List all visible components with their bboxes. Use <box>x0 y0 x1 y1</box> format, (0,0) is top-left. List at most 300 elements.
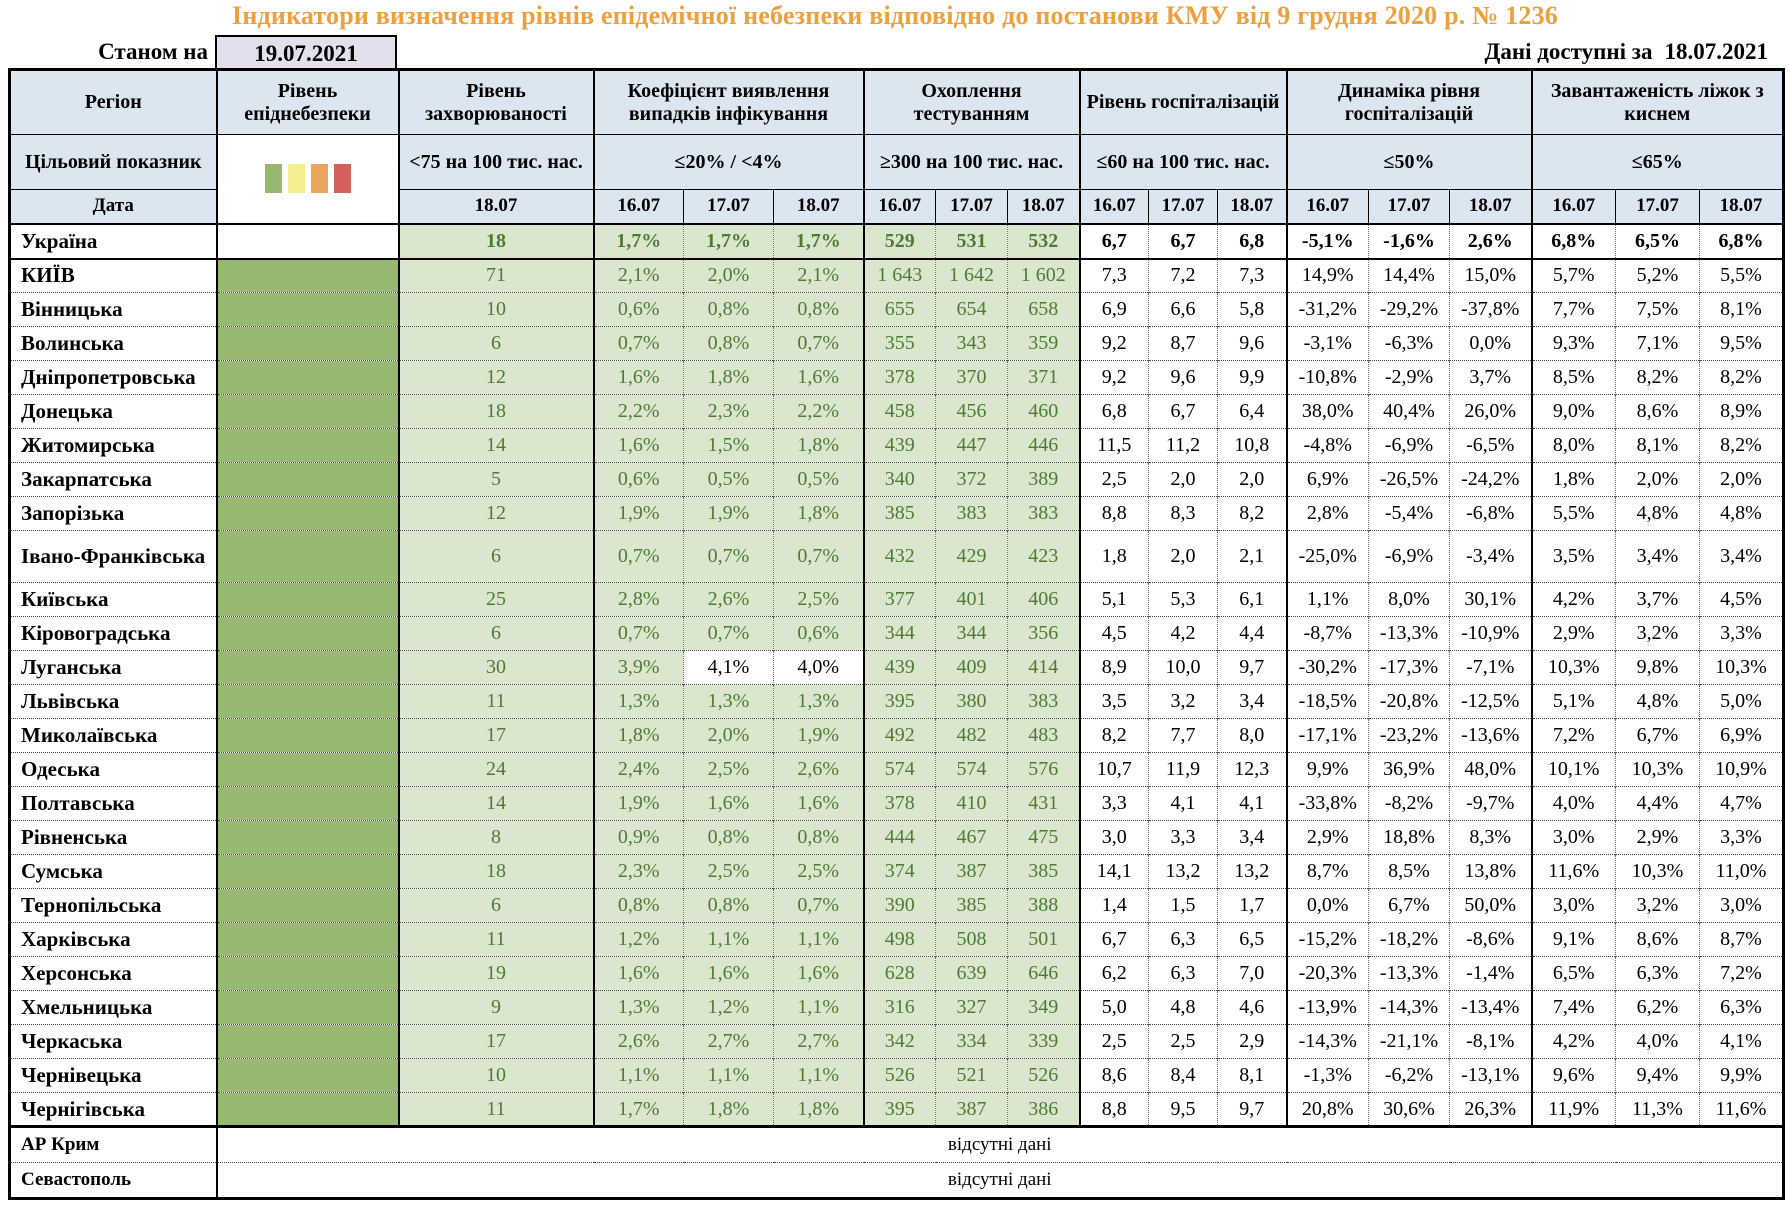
hospitalization-value: 8,4 <box>1149 1059 1218 1093</box>
no-data-message: відсутні дані <box>217 1163 1784 1199</box>
dynamics-value: -17,3% <box>1369 651 1450 685</box>
epidemic-level-cell <box>217 1059 399 1093</box>
beds-value: 3,0% <box>1532 821 1616 855</box>
testing-value: 374 <box>864 855 936 889</box>
detection-value: 2,5% <box>684 855 774 889</box>
epidemic-level-cell <box>217 395 399 429</box>
detection-value: 2,8% <box>594 583 684 617</box>
detection-value: 1,7% <box>684 224 774 259</box>
dynamics-value: -29,2% <box>1369 293 1450 327</box>
testing-value: 380 <box>936 685 1008 719</box>
incidence-value: 6 <box>399 889 594 923</box>
detection-value: 1,6% <box>774 957 864 991</box>
beds-value: 8,6% <box>1616 923 1700 957</box>
hospitalization-value: 1,8 <box>1080 531 1149 583</box>
hospitalization-value: 2,0 <box>1149 463 1218 497</box>
group-header-incidence: Рівень захворюваності <box>399 70 594 135</box>
dynamics-value: -10,9% <box>1450 617 1532 651</box>
incidence-value: 10 <box>399 293 594 327</box>
table-row <box>10 224 1784 259</box>
date-cell: 18.07 <box>1450 190 1532 224</box>
testing-value: 340 <box>864 463 936 497</box>
beds-value: 9,9% <box>1700 1059 1784 1093</box>
beds-value: 5,1% <box>1532 685 1616 719</box>
table-row <box>10 923 1784 957</box>
beds-value: 4,8% <box>1616 497 1700 531</box>
table-row <box>10 1059 1784 1093</box>
incidence-value: 18 <box>399 395 594 429</box>
hospitalization-value: 11,2 <box>1149 429 1218 463</box>
dynamics-value: -3,4% <box>1450 531 1532 583</box>
region-name: Вінницька <box>10 293 217 327</box>
dynamics-value: -24,2% <box>1450 463 1532 497</box>
detection-value: 1,9% <box>594 787 684 821</box>
dynamics-value: 3,7% <box>1450 361 1532 395</box>
testing-value: 658 <box>1008 293 1080 327</box>
beds-value: 4,8% <box>1616 685 1700 719</box>
dynamics-value: -13,6% <box>1450 719 1532 753</box>
region-name: Дніпропетровська <box>10 361 217 395</box>
epidemic-level-cell <box>217 821 399 855</box>
beds-value: 8,6% <box>1616 395 1700 429</box>
epidemic-level-cell <box>217 651 399 685</box>
dynamics-value: -14,3% <box>1287 1025 1369 1059</box>
incidence-value: 25 <box>399 583 594 617</box>
beds-value: 3,2% <box>1616 617 1700 651</box>
dynamics-value: -7,1% <box>1450 651 1532 685</box>
date-cell: 18.07 <box>1218 190 1287 224</box>
region-name: Закарпатська <box>10 463 217 497</box>
region-name: Полтавська <box>10 787 217 821</box>
detection-value: 2,0% <box>684 719 774 753</box>
epidemic-level-legend <box>217 135 399 224</box>
region-name: Миколаївська <box>10 719 217 753</box>
hospitalization-value: 11,5 <box>1080 429 1149 463</box>
beds-value: 6,2% <box>1616 991 1700 1025</box>
dynamics-value: 48,0% <box>1450 753 1532 787</box>
incidence-value: 9 <box>399 991 594 1025</box>
hospitalization-value: 5,3 <box>1149 583 1218 617</box>
testing-value: 429 <box>936 531 1008 583</box>
table-row <box>10 497 1784 531</box>
dynamics-value: 14,4% <box>1369 259 1450 293</box>
beds-value: 1,8% <box>1532 463 1616 497</box>
hospitalization-value: 10,8 <box>1218 429 1287 463</box>
date-cell: 16.07 <box>594 190 684 224</box>
hospitalization-value: 3,5 <box>1080 685 1149 719</box>
detection-value: 0,8% <box>684 293 774 327</box>
beds-value: 6,8% <box>1700 224 1784 259</box>
as-of-date-box: 19.07.2021 <box>215 35 397 72</box>
testing-value: 1 643 <box>864 259 936 293</box>
target-testing: ≥300 на 100 тис. нас. <box>864 135 1080 190</box>
detection-value: 1,6% <box>594 957 684 991</box>
detection-value: 0,5% <box>684 463 774 497</box>
data-available-date: 18.07.2021 <box>1664 39 1768 64</box>
dynamics-value: 14,9% <box>1287 259 1369 293</box>
table-row <box>10 293 1784 327</box>
testing-value: 467 <box>936 821 1008 855</box>
region-name: Івано-Франківська <box>10 531 217 583</box>
testing-value: 377 <box>864 583 936 617</box>
incidence-value: 8 <box>399 821 594 855</box>
data-available-label: Дані доступні за <box>1484 39 1653 64</box>
dynamics-value: -20,3% <box>1287 957 1369 991</box>
date-cell: 16.07 <box>864 190 936 224</box>
epidemic-level-cell <box>217 923 399 957</box>
hospitalization-value: 8,8 <box>1080 497 1149 531</box>
page-title: Індикатори визначення рівнів епідемічної небезпеки відповідно до постанови КМУ від 9 грудня 2020 р. № 1236 <box>232 1 1558 30</box>
detection-value: 2,1% <box>774 259 864 293</box>
beds-value: 5,5% <box>1532 497 1616 531</box>
hospitalization-value: 1,4 <box>1080 889 1149 923</box>
table-row <box>10 821 1784 855</box>
date-cell: 18.07 <box>1700 190 1784 224</box>
hospitalization-value: 13,2 <box>1149 855 1218 889</box>
detection-value: 0,7% <box>684 617 774 651</box>
date-cell: 18.07 <box>399 190 594 224</box>
incidence-value: 5 <box>399 463 594 497</box>
detection-value: 0,9% <box>594 821 684 855</box>
dynamics-value: 1,1% <box>1287 583 1369 617</box>
dynamics-value: -6,5% <box>1450 429 1532 463</box>
beds-value: 5,7% <box>1532 259 1616 293</box>
incidence-value: 17 <box>399 719 594 753</box>
hospitalization-value: 7,7 <box>1149 719 1218 753</box>
table-row <box>10 957 1784 991</box>
hospitalization-value: 11,9 <box>1149 753 1218 787</box>
hospitalization-value: 2,9 <box>1218 1025 1287 1059</box>
hospitalization-value: 6,7 <box>1149 395 1218 429</box>
beds-value: 5,5% <box>1700 259 1784 293</box>
detection-value: 4,1% <box>684 651 774 685</box>
testing-value: 458 <box>864 395 936 429</box>
hospitalization-value: 2,0 <box>1149 531 1218 583</box>
beds-value: 2,9% <box>1616 821 1700 855</box>
hospitalization-value: 4,4 <box>1218 617 1287 651</box>
beds-value: 9,5% <box>1700 327 1784 361</box>
detection-value: 1,6% <box>594 429 684 463</box>
detection-value: 0,7% <box>774 889 864 923</box>
dynamics-value: -13,3% <box>1369 617 1450 651</box>
testing-value: 383 <box>1008 685 1080 719</box>
detection-value: 1,6% <box>594 361 684 395</box>
detection-value: 0,8% <box>684 889 774 923</box>
indicators-table <box>8 68 1785 1200</box>
legend-color-swatch <box>288 164 305 193</box>
dynamics-value: -33,8% <box>1287 787 1369 821</box>
detection-value: 0,8% <box>774 821 864 855</box>
detection-value: 1,6% <box>684 957 774 991</box>
detection-value: 1,1% <box>774 923 864 957</box>
epidemic-level-cell <box>217 957 399 991</box>
testing-value: 574 <box>864 753 936 787</box>
hospitalization-value: 1,5 <box>1149 889 1218 923</box>
dynamics-value: 2,8% <box>1287 497 1369 531</box>
hospitalization-value: 3,4 <box>1218 821 1287 855</box>
testing-value: 521 <box>936 1059 1008 1093</box>
beds-value: 11,6% <box>1700 1093 1784 1127</box>
testing-value: 654 <box>936 293 1008 327</box>
testing-value: 342 <box>864 1025 936 1059</box>
detection-value: 1,1% <box>684 923 774 957</box>
testing-value: 439 <box>864 429 936 463</box>
dynamics-value: -20,8% <box>1369 685 1450 719</box>
testing-value: 344 <box>864 617 936 651</box>
table-row <box>10 327 1784 361</box>
dynamics-value: 30,6% <box>1369 1093 1450 1127</box>
beds-value: 9,1% <box>1532 923 1616 957</box>
epidemic-level-cell <box>217 463 399 497</box>
dynamics-value: -14,3% <box>1369 991 1450 1025</box>
dynamics-value: -1,3% <box>1287 1059 1369 1093</box>
dynamics-value: -25,0% <box>1287 531 1369 583</box>
detection-value: 2,3% <box>684 395 774 429</box>
beds-value: 6,3% <box>1700 991 1784 1025</box>
table-row <box>10 531 1784 583</box>
hospitalization-value: 9,6 <box>1149 361 1218 395</box>
testing-value: 316 <box>864 991 936 1025</box>
hospitalization-value: 4,5 <box>1080 617 1149 651</box>
dynamics-value: 8,5% <box>1369 855 1450 889</box>
testing-value: 446 <box>1008 429 1080 463</box>
epidemic-level-cell <box>217 719 399 753</box>
dynamics-value: -37,8% <box>1450 293 1532 327</box>
detection-value: 1,3% <box>774 685 864 719</box>
hospitalization-value: 13,2 <box>1218 855 1287 889</box>
beds-value: 10,3% <box>1700 651 1784 685</box>
dynamics-value: -13,1% <box>1450 1059 1532 1093</box>
beds-value: 6,5% <box>1532 957 1616 991</box>
testing-value: 389 <box>1008 463 1080 497</box>
hospitalization-value: 6,6 <box>1149 293 1218 327</box>
detection-value: 2,6% <box>594 1025 684 1059</box>
beds-value: 6,5% <box>1616 224 1700 259</box>
incidence-value: 24 <box>399 753 594 787</box>
hospitalization-value: 7,3 <box>1218 259 1287 293</box>
testing-value: 1 642 <box>936 259 1008 293</box>
dynamics-value: -5,4% <box>1369 497 1450 531</box>
testing-value: 508 <box>936 923 1008 957</box>
testing-value: 395 <box>864 685 936 719</box>
detection-value: 1,9% <box>594 497 684 531</box>
table-row <box>10 991 1784 1025</box>
epidemic-level-cell <box>217 259 399 293</box>
epidemic-level-cell <box>217 991 399 1025</box>
beds-value: 9,8% <box>1616 651 1700 685</box>
beds-value: 4,8% <box>1700 497 1784 531</box>
beds-value: 8,1% <box>1616 429 1700 463</box>
testing-value: 646 <box>1008 957 1080 991</box>
table-row <box>10 361 1784 395</box>
dynamics-value: 26,3% <box>1450 1093 1532 1127</box>
group-header-oxygen-beds: Завантаженість ліжок з киснем <box>1532 70 1784 135</box>
detection-value: 0,7% <box>594 327 684 361</box>
table-row <box>10 1163 1784 1199</box>
hospitalization-value: 2,5 <box>1149 1025 1218 1059</box>
hospitalization-value: 2,5 <box>1080 1025 1149 1059</box>
hospitalization-value: 2,0 <box>1218 463 1287 497</box>
table-row <box>10 855 1784 889</box>
testing-value: 501 <box>1008 923 1080 957</box>
testing-value: 574 <box>936 753 1008 787</box>
detection-value: 0,6% <box>594 463 684 497</box>
detection-value: 1,9% <box>684 497 774 531</box>
dynamics-value: -15,2% <box>1287 923 1369 957</box>
testing-value: 410 <box>936 787 1008 821</box>
testing-value: 334 <box>936 1025 1008 1059</box>
incidence-value: 6 <box>399 327 594 361</box>
detection-value: 2,6% <box>684 583 774 617</box>
hospitalization-value: 8,9 <box>1080 651 1149 685</box>
testing-value: 401 <box>936 583 1008 617</box>
testing-value: 349 <box>1008 991 1080 1025</box>
testing-value: 460 <box>1008 395 1080 429</box>
region-name: Житомирська <box>10 429 217 463</box>
detection-value: 2,5% <box>774 583 864 617</box>
hospitalization-value: 9,2 <box>1080 327 1149 361</box>
beds-value: 7,2% <box>1700 957 1784 991</box>
hospitalization-value: 6,3 <box>1149 923 1218 957</box>
region-name: Чернігівська <box>10 1093 217 1127</box>
testing-value: 339 <box>1008 1025 1080 1059</box>
beds-value: 8,2% <box>1616 361 1700 395</box>
testing-value: 628 <box>864 957 936 991</box>
testing-value: 498 <box>864 923 936 957</box>
table-row <box>10 1127 1784 1163</box>
testing-value: 532 <box>1008 224 1080 259</box>
testing-value: 383 <box>1008 497 1080 531</box>
testing-value: 386 <box>1008 1093 1080 1127</box>
detection-value: 2,7% <box>774 1025 864 1059</box>
dynamics-value: 8,0% <box>1369 583 1450 617</box>
region-name: АР Крим <box>10 1127 217 1163</box>
detection-value: 1,3% <box>684 685 774 719</box>
beds-value: 10,3% <box>1532 651 1616 685</box>
region-name: Хмельницька <box>10 991 217 1025</box>
beds-value: 6,8% <box>1532 224 1616 259</box>
dynamics-value: 40,4% <box>1369 395 1450 429</box>
testing-value: 355 <box>864 327 936 361</box>
testing-value: 444 <box>864 821 936 855</box>
beds-value: 3,7% <box>1616 583 1700 617</box>
dynamics-value: -13,9% <box>1287 991 1369 1025</box>
dynamics-value: -4,8% <box>1287 429 1369 463</box>
hospitalization-value: 8,1 <box>1218 1059 1287 1093</box>
date-cell: 17.07 <box>684 190 774 224</box>
group-header-hospitalization-dynamics: Динаміка рівня госпіталізацій <box>1287 70 1532 135</box>
testing-value: 439 <box>864 651 936 685</box>
incidence-value: 14 <box>399 787 594 821</box>
dynamics-value: -1,6% <box>1369 224 1450 259</box>
hospitalization-value: 7,0 <box>1218 957 1287 991</box>
table-row <box>10 753 1784 787</box>
hospitalization-value: 10,7 <box>1080 753 1149 787</box>
hospitalization-value: 9,7 <box>1218 1093 1287 1127</box>
detection-value: 2,0% <box>684 259 774 293</box>
beds-value: 5,0% <box>1700 685 1784 719</box>
beds-value: 5,2% <box>1616 259 1700 293</box>
hospitalization-value: 9,5 <box>1149 1093 1218 1127</box>
hospitalization-value: 7,3 <box>1080 259 1149 293</box>
hospitalization-value: 14,1 <box>1080 855 1149 889</box>
dynamics-value: 13,8% <box>1450 855 1532 889</box>
detection-value: 1,3% <box>594 685 684 719</box>
dynamics-value: 50,0% <box>1450 889 1532 923</box>
target-hospitalization: ≤60 на 100 тис. нас. <box>1080 135 1287 190</box>
testing-value: 483 <box>1008 719 1080 753</box>
testing-value: 475 <box>1008 821 1080 855</box>
hospitalization-value: 5,1 <box>1080 583 1149 617</box>
detection-value: 1,3% <box>594 991 684 1025</box>
beds-value: 4,0% <box>1532 787 1616 821</box>
incidence-value: 12 <box>399 361 594 395</box>
testing-value: 456 <box>936 395 1008 429</box>
region-name: Луганська <box>10 651 217 685</box>
testing-value: 388 <box>1008 889 1080 923</box>
hospitalization-value: 8,6 <box>1080 1059 1149 1093</box>
beds-value: 6,9% <box>1700 719 1784 753</box>
hospitalization-value: 4,8 <box>1149 991 1218 1025</box>
hospitalization-value: 6,7 <box>1080 224 1149 259</box>
date-cell: 16.07 <box>1080 190 1149 224</box>
region-name: Черкаська <box>10 1025 217 1059</box>
testing-value: 526 <box>864 1059 936 1093</box>
hospitalization-value: 5,8 <box>1218 293 1287 327</box>
dynamics-value: 20,8% <box>1287 1093 1369 1127</box>
beds-value: 4,5% <box>1700 583 1784 617</box>
dynamics-value: 30,1% <box>1450 583 1532 617</box>
dynamics-value: -13,4% <box>1450 991 1532 1025</box>
table-row <box>10 1025 1784 1059</box>
beds-value: 4,7% <box>1700 787 1784 821</box>
table-row <box>10 583 1784 617</box>
testing-value: 378 <box>864 787 936 821</box>
hospitalization-value: 6,7 <box>1149 224 1218 259</box>
epidemic-level-cell <box>217 753 399 787</box>
testing-value: 395 <box>864 1093 936 1127</box>
beds-value: 7,4% <box>1532 991 1616 1025</box>
testing-value: 409 <box>936 651 1008 685</box>
table-row <box>10 889 1784 923</box>
dynamics-value: 36,9% <box>1369 753 1450 787</box>
table-row <box>10 685 1784 719</box>
detection-value: 2,7% <box>684 1025 774 1059</box>
beds-value: 2,0% <box>1700 463 1784 497</box>
target-detection: ≤20% / <4% <box>594 135 864 190</box>
beds-value: 7,1% <box>1616 327 1700 361</box>
dynamics-value: -8,6% <box>1450 923 1532 957</box>
dynamics-value: -9,7% <box>1450 787 1532 821</box>
detection-value: 1,2% <box>684 991 774 1025</box>
legend-color-swatch <box>311 164 328 193</box>
testing-value: 639 <box>936 957 1008 991</box>
testing-value: 655 <box>864 293 936 327</box>
detection-value: 2,3% <box>594 855 684 889</box>
date-cell: 17.07 <box>1149 190 1218 224</box>
dynamics-value: 26,0% <box>1450 395 1532 429</box>
detection-value: 1,8% <box>684 361 774 395</box>
detection-value: 2,6% <box>774 753 864 787</box>
hospitalization-value: 6,7 <box>1080 923 1149 957</box>
date-cell: 18.07 <box>1008 190 1080 224</box>
region-name: Одеська <box>10 753 217 787</box>
testing-value: 343 <box>936 327 1008 361</box>
hospitalization-value: 6,9 <box>1080 293 1149 327</box>
testing-value: 385 <box>936 889 1008 923</box>
hospitalization-value: 6,8 <box>1218 224 1287 259</box>
date-cell: 16.07 <box>1287 190 1369 224</box>
